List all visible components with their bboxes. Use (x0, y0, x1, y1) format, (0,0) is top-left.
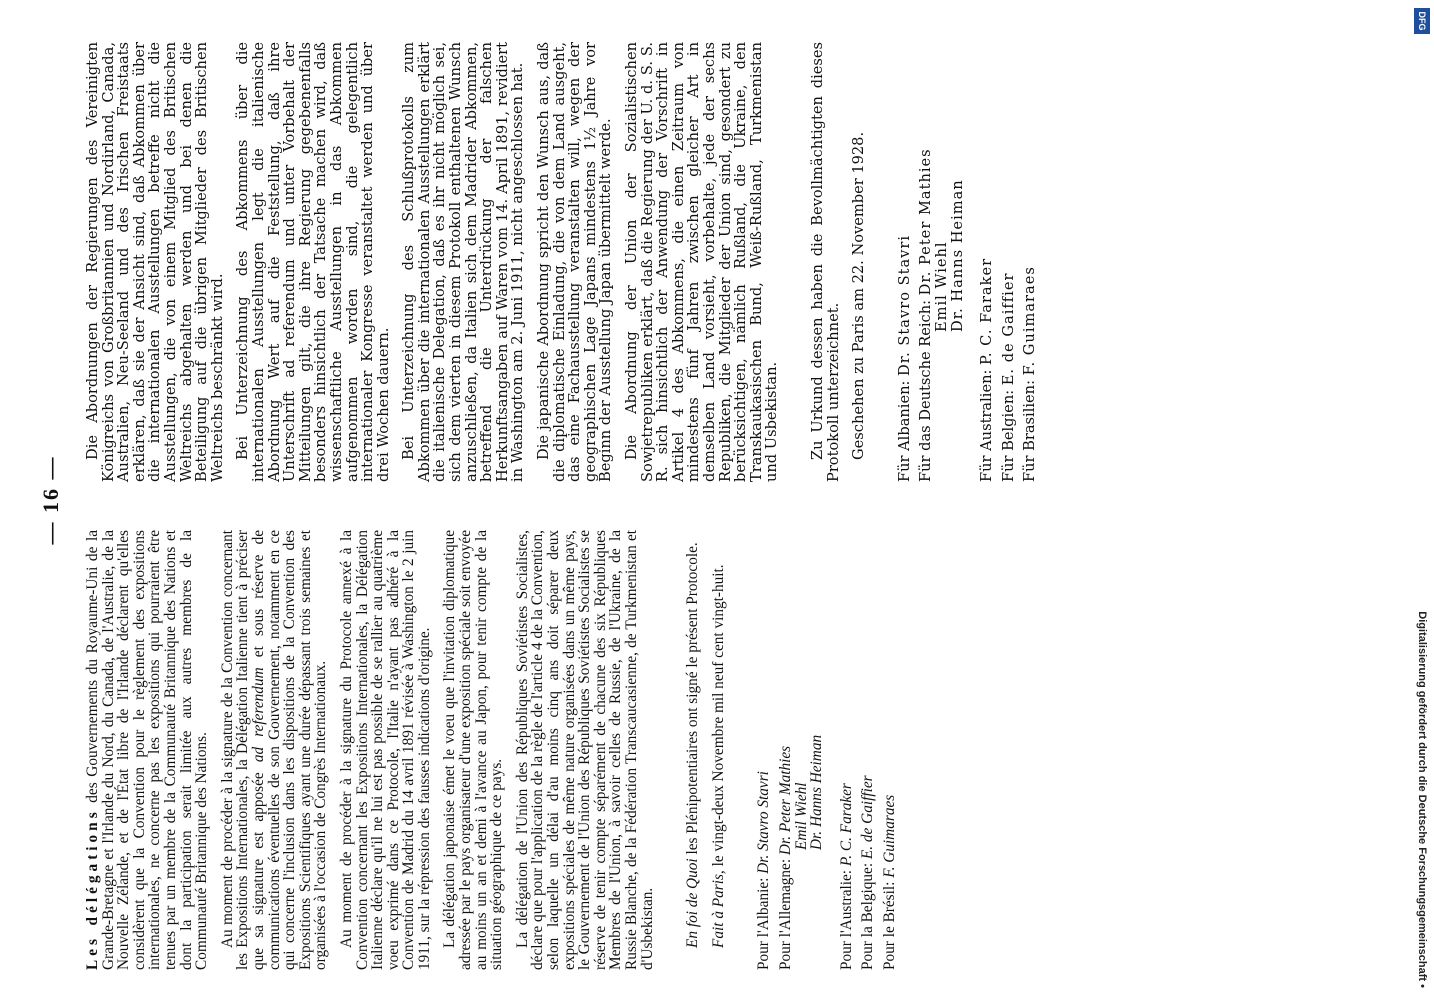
fr-sig-name: F. Guimaraes (880, 794, 898, 878)
de-sig-name: F. Guimaraes (1021, 266, 1039, 376)
fr-sig-name: E. de Gaiffier (859, 775, 877, 860)
fr-signature-belgium (860, 530, 876, 970)
fr-sig-country: Pour l'Albanie: (755, 877, 773, 970)
fr-sig-name: Dr. Stavro Stavri (755, 771, 773, 874)
fr-sig-name: Dr. Peter Mathies (776, 745, 794, 856)
fr-paragraph-1-text: des Gouvernements du Royaume-Uni de la Grande-Bretagne et l'Irlande du Nord, du Canada, de l'Australie, de la Nouvelle Zélande, et de l'État libre de l'Irlande déclarent qu'elles considèrent que la Convention pour le règlement des expositions internationales, ne concerne pas les expositions qui pourraient être tenues par un membre de la Communauté Britannique des Nations et dont la participation serait limitée aux autres membres de la Communauté Britannique des Nations. (84, 529, 211, 970)
de-paragraph-1: Die Abordnungen der Regierungen des Vereinigten Königreichs von Großbritannien und Nordirland, Canada, Australien, Neu-Seeland und des Irischen Freistaats erklären, daß sie der Ansicht sind, daß Abkommen über die internationalen Ausstellungen betreffe nicht die Ausstellungen, die von einem Mitglied des Britischen Weltreichs abgehalten werden und bei denen die Beteiligung auf die übrigen Mitglieder des Britischen Weltreichs beschränkt wird. (84, 42, 226, 482)
fr-p2-italic: ad referendum (249, 667, 267, 763)
de-signature-albania (897, 42, 913, 482)
spacer (665, 530, 685, 970)
de-signature-germany (918, 42, 965, 482)
fr-paragraph-6 (685, 530, 701, 970)
german-column (85, 42, 1044, 482)
spacer (877, 42, 897, 482)
fr-p2b: et sous réserve de communications éventuelles de son Gouvernement, notamment en ce qui concerne l'inclusion dans les dispositions de la Convention des Expositions Scientifiques ayant une durée dépassant trois semaines et organisées à l'occasion de Congrès Internationaux. (249, 529, 330, 970)
fr-signature-brazil (882, 530, 898, 970)
fr-sig-country: Pour la Belgique: (859, 862, 877, 970)
de-paragraph-3: Bei Unterzeichnung des Schlußprotokolls zum Abkommen über die internationalen Ausstellungen erklärt die italienische Delegation, daß es ihr nicht möglich sei, sich dem vierten in diesem Protokoll enthaltenen Wunsch anzuschließen, da Italien sich dem Madrider Abkommen, betreffend die Unterdrückung der falschen Herkunftsangaben auf Waren vom 14. April 1891, revidiert in Washington am 2. Juni 1911, nicht angeschlossen hat. (400, 42, 527, 482)
fr-p7-italic: Fait à Paris, (709, 870, 727, 948)
de-sig-name: P. C. Faraker (978, 257, 996, 365)
dfg-credit-strip (1412, 8, 1430, 988)
fr-sig-name: P. C. Faraker (837, 783, 855, 867)
spacer (736, 530, 756, 970)
de-sig-country: Für Albanien: (895, 380, 913, 482)
fr-paragraph-4: La délégation japonaise émet le voeu que l'invitation diplomatique adressée par le pays organisateur d'une exposition spéciale soit envoyée au moins un an et demi à l'avance au Japon, pour tenir compte de la situation géographique de ce pays. (441, 530, 506, 970)
fr-p2a: Au moment de procéder à la signature de la Convention concernant les Expositions Internationales, la Délégation Italienne tient à préciser que sa signature est apposée (218, 530, 267, 970)
fr-p6-italic: En foi de Quoi (684, 858, 702, 948)
de-paragraph-5: Die Abordnung der Union der Sozialistischen Sowjetrepubliken erklärt, daß die Regierung der U. d. S. S. R. sich hinsichtlich der Anwendung der Vorschrift in Artikel 4 des Abkommens, die einen Zeitraum von mindestens fünf Jahren zwischen gleicher Art in demselben Land vorsieht, vorbehalte, jede der sechs Republiken, die Mitglieder der Union sind, gesondert zu berücksichtigen, nämlich Rußland, die Ukraine, den Transkaukasischen Bund, Weiß-Rußland, Turkmenistan und Usbekistan. (623, 42, 781, 482)
de-sig-name: E. de Gaiffier (999, 272, 1017, 386)
fr-sig-country: Pour l'Allemagne: (776, 858, 794, 970)
spacer (790, 42, 810, 482)
fr-paragraph-2 (220, 530, 329, 970)
de-paragraph-4: Die japanische Abordnung spricht den Wunsch aus, daß die diplomatische Einladung, die von dem Land ausgeht, das eine Fachausstellung veranstalten will, wegen der geographischen Lage Japans mindestens 1½ Jahre vor Beginn der Ausstellung Japan übermittelt werde. (535, 42, 615, 482)
de-sig-name: Dr. Stavro Stavri (895, 234, 913, 376)
fr-paragraph-3: Au moment de procéder à la signature du Protocole annexé à la Convention concernant les Expositions Internationales, la Délégation Italienne déclare qu'il ne lui est pas possible de se rallier au quatrième voeu exprimé dans ce Protocole, l'Italie n'ayant pas adhéré à la Convention de Madrid du 14 avril 1891 révisée à Washington le 2 juin 1911, sur la répression des fausses indications d'origine. (337, 530, 433, 970)
fr-signature-australia (839, 530, 855, 970)
de-sig-country: Für Brasilien: (1021, 380, 1039, 482)
french-column (85, 530, 904, 970)
fr-paragraph-7 (711, 530, 727, 970)
de-sig-country: Für das Deutsche Reich: (917, 299, 935, 482)
dfg-credit-text: Digitalisierung gefördert durch die Deutsche Forschungsgemeinschaft • (1416, 611, 1428, 988)
de-sig-country: Für Belgien: (999, 389, 1017, 482)
de-signature-australia (979, 42, 995, 482)
de-sig-name: Emil Wiehl (932, 241, 950, 332)
fr-p6-text: les Plénipotentiaires ont signé le présent Protocole. (684, 542, 702, 855)
fr-sig-name: Emil Wiehl (792, 782, 810, 850)
de-sig-name: Dr. Hanns Heiman (948, 179, 966, 332)
rotated-content (30, 30, 1280, 970)
fr-p7-text: le vingt-deux Novembre mil neuf cent vingt-huit. (709, 564, 727, 867)
de-sig-country: Für Australien: (978, 369, 996, 482)
fr-sig-name: Dr. Hanns Heiman (808, 734, 826, 850)
fr-lead-words: Les délégations (84, 808, 101, 970)
fr-paragraph-1 (85, 530, 210, 970)
de-signature-belgium (1001, 42, 1017, 482)
fr-signature-germany (778, 530, 825, 970)
dfg-logo: DFG (1414, 8, 1430, 34)
de-paragraph-7: Geschehen zu Paris am 22. November 1928. (850, 131, 868, 460)
fr-signature-albania (756, 530, 772, 970)
page-number: — 16 — (38, 455, 63, 545)
de-sig-name: Dr. Peter Mathies (917, 148, 935, 296)
dfg-credit-bar (1412, 8, 1430, 988)
de-paragraph-2: Bei Unterzeichnung des Abkommens über die internationalen Ausstellungen legt die italienische Abordnung Wert auf die Feststellung, daß ihre Unterschrift ad referendum und unter Vorbehalt der Mitteilungen gilt, die ihre Regierung gegebenenfalls besonders hinsichtlich der Tatsache machen wird, daß wissenschaftliche Ausstellungen in das Abkommen aufgenommen worden sind, die gelegentlich internationaler Kongresse veranstaltet werden und über drei Wochen dauern. (234, 42, 392, 482)
fr-sig-country: Pour le Brésil: (880, 881, 898, 970)
de-signature-brazil (1022, 42, 1038, 482)
de-paragraph-6: Zu Urkund dessen haben die Bevollmächtigten dieses Protokoll unterzeichnet. (808, 42, 842, 482)
fr-paragraph-5: La délégation de l'Union des Républiques Soviétistes Socialistes, déclare que pour l'application de la règle de l'article 4 de la Convention, selon laquelle un délai d'au moins cinq ans doit séparer deux expositions spéciales de même nature organisées dans un même pays, le Gouvernement de l'Union des Républiques Soviétistes Socialistes se réserve de tenir compte séparément de chacune des six Républiques Membres de l'Union, à savoir celles de Russie, de l'Ukraine, de la Russie Blanche, de la Fédération Transcaucasienne, de Turkmenistan et d'Usbekistan. (513, 530, 656, 970)
fr-sig-country: Pour l'Australie: (837, 869, 855, 970)
